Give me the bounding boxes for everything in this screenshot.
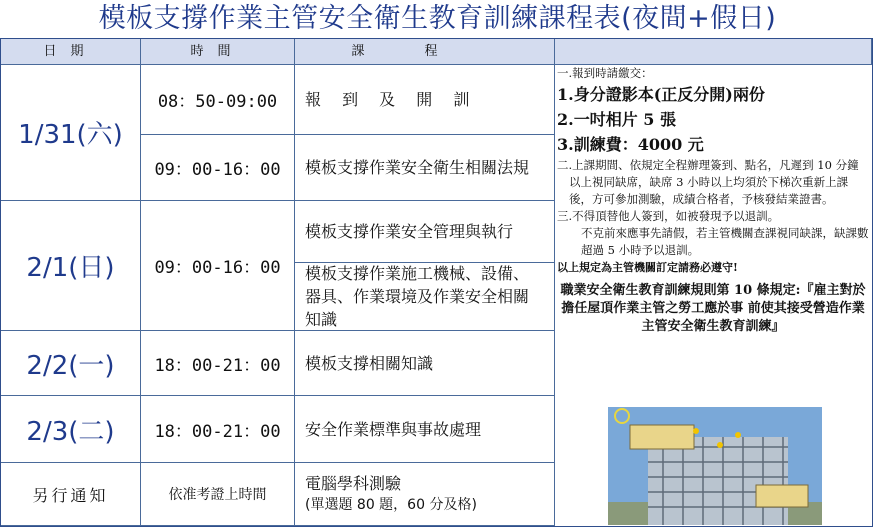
note-item-1: 一.報到時請繳交： [557,66,653,80]
time-cell: 18：00-21：00 [141,331,295,396]
course-cell: 模板支撐作業施工機械、設備、器具、作業環境及作業安全相關知識 [295,263,555,331]
header-notes [555,39,872,65]
header-date: 日期 [1,39,141,65]
date-cell: 2/2(一) [1,331,141,396]
course-cell: 安全作業標準與事故處理 [295,396,555,463]
time-cell: 18：00-21：00 [141,396,295,463]
course-cell: 模板支撐相關知識 [295,331,555,396]
regulation-quote: 職業安全衛生教育訓練規則第 10 條規定:『雇主對於擔任屋頂作業主管之勞工應於事 前使其接受營造作業主管安全衛生教育訓練』 [560,283,866,334]
requirement-1: 1.身分證影本(正反分開)兩份 [557,85,765,104]
course-cell: 報 到 及 開 訓 [295,65,555,135]
time-cell: 09：00-16：00 [141,201,295,331]
time-cell: 08：50-09:00 [141,65,295,135]
course-cell [295,463,555,526]
time-cell: 依准考證上時間 [141,463,295,526]
note-item-3b: 不克前來應事先請假，若主管機關查課視同缺課，缺課數超過 5 小時予以退訓。 [581,226,869,257]
note-item-3a: 三.不得頂替他人簽到，如被發現予以退訓。 [557,209,780,223]
scaffolding-image [608,407,822,525]
requirement-3: 3.訓練費：4000 元 [557,135,704,154]
exam-title: 電腦學科測驗 [305,474,402,493]
notes-panel [557,65,869,336]
date-cell: 另行通知 [1,463,141,526]
course-cell: 模板支撐作業安全衛生相關法規 [295,135,555,201]
exam-note: (單選題 80 題，60 分及格) [305,497,477,513]
time-cell: 09：00-16：00 [141,135,295,201]
compliance-note: 以上規定為主管機關訂定請務必遵守! [557,261,738,274]
date-cell: 2/3(二) [1,396,141,463]
note-item-2: 二.上課期間、依規定全程辦理簽到、點名，凡遲到 10 分鐘以上視同缺席，缺席 3 小時以上均須於下梯次重新上課後，方可參加測驗，成績合格者，予核發結業證書。 [557,158,859,206]
scaffolding-illustration [608,407,822,525]
header-time: 時間 [141,39,295,65]
requirement-2: 2.一吋相片 5 張 [557,110,676,129]
date-cell: 2/1(日) [1,201,141,331]
header-course: 課程 [295,39,555,65]
date-cell: 1/31(六) [1,65,141,201]
page-title: 模板支撐作業主管安全衛生教育訓練課程表(夜間+假日) [98,3,777,34]
course-cell: 模板支撐作業安全管理與執行 [295,201,555,263]
